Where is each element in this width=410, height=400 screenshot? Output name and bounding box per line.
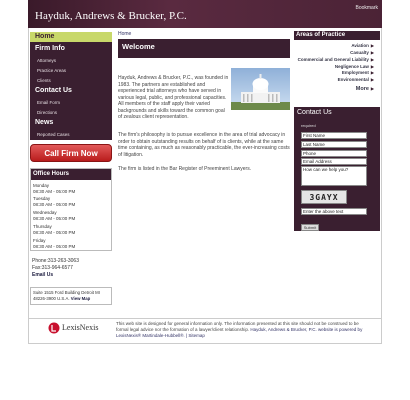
nav-practice-areas[interactable]: Practice Areas xyxy=(37,68,67,73)
address-box xyxy=(30,287,112,305)
area-negligence[interactable]: Negligence Law ▶ xyxy=(335,64,374,69)
captcha-input[interactable]: Enter the above text xyxy=(301,208,367,215)
left-nav xyxy=(30,32,112,140)
more-areas-link[interactable]: More ▶ xyxy=(356,86,374,92)
bookmark-link[interactable]: Bookmark xyxy=(355,5,378,11)
hours-line: Tuesday xyxy=(33,196,51,201)
phone-box xyxy=(30,256,112,282)
lexisnexis-logo[interactable] xyxy=(48,322,106,334)
area-casualty[interactable]: Casualty ▶ xyxy=(350,50,374,55)
address-text: Suite 1515 Ford Building Detroit MI 48226-3900 U.S.A. xyxy=(33,290,100,301)
hours-line: 08:30 AM - 05:00 PM xyxy=(33,244,76,249)
message-field[interactable]: How can we help you? xyxy=(301,166,367,186)
lexisnexis-logo-icon xyxy=(48,322,60,334)
hours-line: Thursday xyxy=(33,224,52,229)
required-label: required xyxy=(301,123,316,128)
nav-reported-cases[interactable]: Reported Cases xyxy=(37,132,70,137)
disclaimer-text: This web site is designed for general information only. The information presented at this site should not be construed to be formal legal advice nor the formation of a lawyer/client relationship. xyxy=(116,321,359,332)
firm-title: Hayduk, Andrews & Brucker, P.C. xyxy=(35,10,187,22)
welcome-paragraph-1: Hayduk, Andrews & Brucker, P.C., was founded in 1983. The partners are established and experienced trial attorneys who have served in various legal, public, and professional capacities. All members of the staff apply their varied backgrounds and skills toward the common goal of zealous client representation. xyxy=(118,75,229,120)
footer-disclaimer xyxy=(116,321,366,339)
submit-button[interactable]: Submit xyxy=(301,224,319,231)
office-hours-title: Office Hours xyxy=(31,169,111,180)
site-header xyxy=(28,0,382,28)
nav-directions[interactable]: Directions xyxy=(37,110,58,115)
area-environmental[interactable]: Environmental ▶ xyxy=(338,77,374,82)
email-us-link[interactable]: Email Us xyxy=(32,272,54,278)
welcome-paragraph-3: The firm is listed in the Bar Register of Preeminent Lawyers. xyxy=(118,166,252,172)
welcome-paragraph-2: The firm's philosophy is to pursue excellence in the area of trial advocacy in order to obtain outstanding results on behalf of is clients, while at the same time containing, as much as reasonably practicable, the ever-increasing costs of litigation. xyxy=(118,132,290,158)
hours-line: 08:30 AM - 05:00 PM xyxy=(33,189,76,194)
lexisnexis-logo-text: LexisNexis xyxy=(62,323,99,332)
hours-line: Monday xyxy=(33,183,50,188)
call-firm-button[interactable]: Call Firm Now xyxy=(30,144,112,162)
areas-title: Areas of Practice xyxy=(294,31,380,40)
contact-form xyxy=(294,107,380,231)
capitol-image xyxy=(231,68,290,110)
hours-line: 08:30 AM - 05:00 PM xyxy=(33,216,76,221)
nav-attorneys[interactable]: Attorneys xyxy=(37,58,57,63)
area-commercial[interactable]: Commercial and General Liability ▶ xyxy=(298,57,374,62)
nav-home[interactable]: Home xyxy=(30,32,112,42)
nav-contact-us[interactable]: Contact Us xyxy=(35,87,72,94)
hours-line: 08:30 AM - 05:00 PM xyxy=(33,230,76,235)
nav-news[interactable]: News xyxy=(35,119,54,126)
email-field[interactable]: Email Address xyxy=(301,158,367,165)
breadcrumb[interactable]: Home xyxy=(118,31,132,37)
hours-line: Wednesday xyxy=(33,210,57,215)
page-title: Welcome xyxy=(118,39,290,58)
nav-clients[interactable]: Clients xyxy=(37,78,51,83)
areas-of-practice xyxy=(294,31,380,95)
nav-firm-info[interactable]: Firm Info xyxy=(35,45,65,52)
first-name-field[interactable]: First Name xyxy=(301,132,367,139)
area-aviation[interactable]: Aviation ▶ xyxy=(351,43,374,48)
phone-text: Phone:313-263-3063 xyxy=(32,258,79,264)
contact-form-title: Contact Us xyxy=(297,109,332,116)
view-map-link[interactable]: View Map xyxy=(70,295,91,301)
fax-text: Fax:313-964-6577 xyxy=(32,265,73,271)
last-name-field[interactable]: Last Name xyxy=(301,141,367,148)
capitol-building-icon xyxy=(231,68,290,110)
phone-field[interactable]: Phone xyxy=(301,150,367,157)
footer-credit[interactable]: Hayduk, Andrews & Brucker, P.C. website is powered by LexisNexis® Martindale-Hubbell®. | Sitemap xyxy=(116,327,363,338)
nav-email-form[interactable]: Email Form xyxy=(37,100,61,105)
captcha-image: 3GAYX xyxy=(301,190,347,204)
area-employment[interactable]: Employment ▶ xyxy=(342,70,374,75)
office-hours-box xyxy=(30,168,112,251)
hours-line: 08:30 AM - 05:00 PM xyxy=(33,202,76,207)
hours-line: Friday xyxy=(33,238,46,243)
